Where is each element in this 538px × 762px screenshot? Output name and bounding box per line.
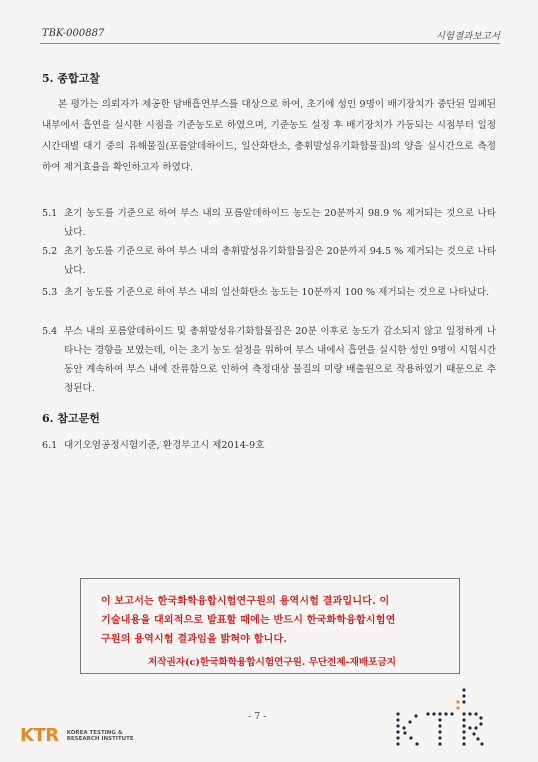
finding-text: 부스 내의 포름알데하이드 및 총휘발성유기화합물질은 20분 이후로 농도가 감소되지 않고 일정하게 나타나는 경향을 보였는데, 이는 초기 농도 설정을 위하여 부스 내에서 흡연을 실시한 성인 9명이 시험시간 동안 계속하여 부스 내에 잔류함으로 인하여 측정대상 물질의 미량 배출원으로 작용하였기 때문으로 추정된다.: [64, 326, 496, 394]
ktr-logo: [20, 725, 134, 749]
reference-text: 대기오염공정시험기준, 환경부고시 제2014-9호: [64, 440, 265, 451]
section-5-title: 5. 종합고찰: [42, 72, 100, 85]
finding-number: 5.1: [42, 208, 58, 219]
logo-subtitle-line-2: RESEARCH INSTITUTE: [66, 735, 134, 742]
finding-text: 초기 농도를 기준으로 하여 부스 내의 포름알데하이드 농도는 20분까지 98.9 % 제거되는 것으로 나타났다.: [64, 208, 496, 238]
finding-number: 5.2: [42, 246, 58, 257]
finding-number: 5.4: [42, 326, 58, 337]
reference-6-1: [42, 436, 496, 455]
logo-wordmark: KTR: [20, 725, 59, 746]
finding-5-3: [42, 283, 496, 302]
finding-5-1: [42, 204, 496, 242]
header-rule: [40, 43, 500, 44]
ktr-dot-logo-icon: [392, 686, 502, 748]
page-number: - 7 -: [248, 711, 267, 722]
logo-subtitle: [67, 730, 134, 742]
reference-number: 6.1: [42, 440, 58, 451]
finding-5-4: [42, 322, 496, 398]
notice-line-3: 구원의 용역시험 결과임을 밝혀야 합니다.: [101, 634, 288, 645]
finding-number: 5.3: [42, 287, 58, 298]
section-5-paragraph: 본 평가는 의뢰자가 제공한 담배흡연부스를 대상으로 하여, 초기에 성인 9명이 배기장치가 중단된 밀폐된 내부에서 흡연을 실시한 시점을 기준농도로 하였으며, 기준농도 설정 후 배기장치가 가동되는 시점부터 일정 시간대별 대기 중의 유해물질(포름알데하이드, 일산화탄소, 총휘발성유기화합물질)의 양을 실시간으로 측정하여 제거효율을 확인하고자 하였다.: [42, 99, 496, 173]
finding-text: 초기 농도를 기준으로 하여 부스 내의 일산화탄소 농도는 10분까지 100 % 제거되는 것으로 나타났다.: [64, 287, 490, 298]
logo-subtitle-line-1: KOREA TESTING &: [66, 729, 123, 736]
section-6-title: 6. 참고문헌: [42, 412, 100, 425]
report-id: TBK-000887: [42, 28, 105, 39]
report-type: 시험결과보고서: [435, 31, 500, 42]
finding-text: 초기 농도를 기준으로 하여 부스 내의 총휘발성유기화합물질은 20분까지 94.5 % 제거되는 것으로 나타났다.: [64, 246, 496, 276]
copyright-notice-box: [80, 578, 460, 674]
notice-line-1: 이 보고서는 한국화학융합시험연구원의 용역시험 결과입니다. 이: [101, 596, 390, 607]
copyright-line: 저작권자(c)한국화학융합시험연구원. 무단전제-재배포금지: [147, 657, 396, 668]
notice-line-2: 기술내용을 대외적으로 발표할 때에는 반드시 한국화학융합시험연: [101, 615, 396, 626]
finding-5-2: [42, 242, 496, 280]
